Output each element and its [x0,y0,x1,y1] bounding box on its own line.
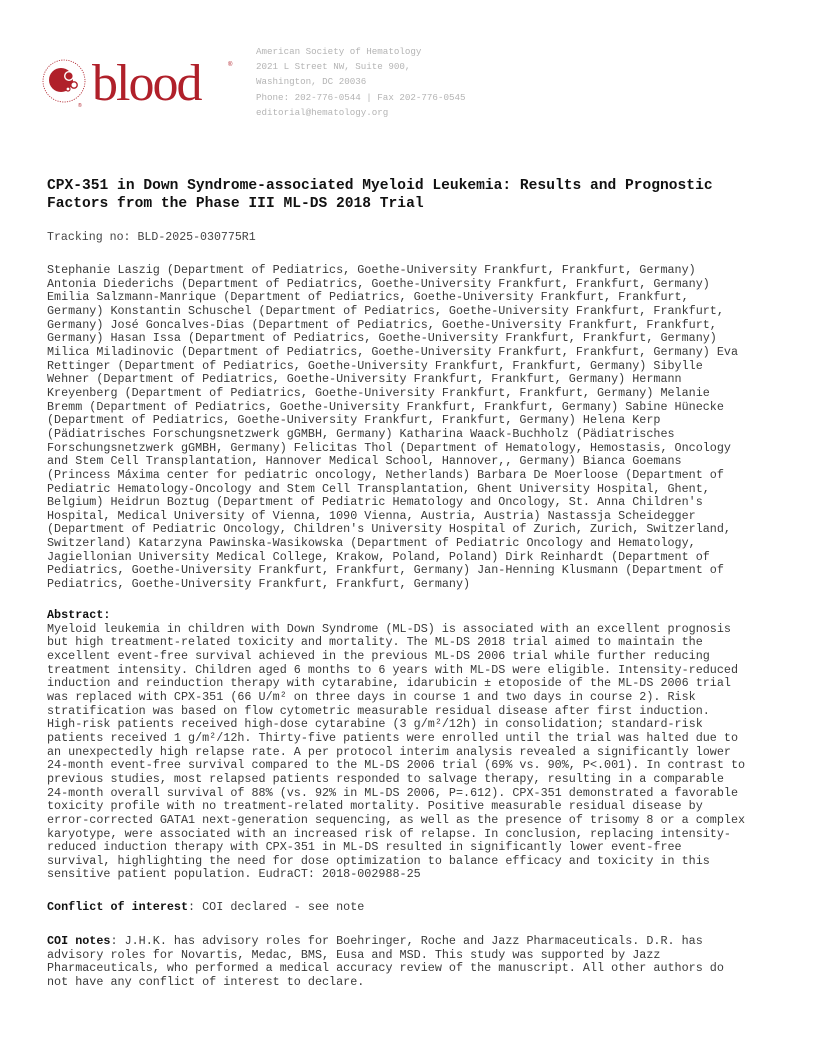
author-line: Belgium) Heidrun Boztug (Department of Pediatric Hematology and Oncology, St. Anna Children's [47,495,703,510]
logo-wordmark: blood [92,55,201,112]
coi-notes-first-line: : J.H.K. has advisory roles for Boehringer, Roche and Jazz Pharmaceuticals. D.R. has [110,934,703,948]
author-line: Antonia Diederichs (Department of Pediatrics, Goethe-University Frankfurt, Frankfurt, Germany) [47,276,710,291]
author-line: Hospital, Medical University of Vienna, 1090 Vienna, Austria, Austria) Nastassja Scheidegger [47,508,696,523]
author-line: Milica Miladinovic (Department of Pediatrics, Goethe-University Frankfurt, Frankfurt, Germany) Eva [47,344,739,359]
author-line: Rettinger (Department of Pediatrics, Goethe-University Frankfurt, Frankfurt, Germany) Sibylle [47,358,703,373]
author-line: Pediatric Hematology-Oncology and Stem Cell Transplantation, Ghent University Hospital, Ghent, [47,481,710,496]
coi-notes-label: COI notes [47,934,111,948]
author-line: Switzerland) Katarzyna Pawinska-Wasikowska (Department of Pediatric Oncology and Hematology, [47,536,696,551]
abstract-line: stratification was based on flow cytometric measurable residual disease after first induction. [47,703,710,718]
author-line: Germany) Hasan Issa (Department of Pediatrics, Goethe-University Frankfurt, Frankfurt, Germany) [47,331,717,346]
author-line: Pediatrics, Goethe-University Frankfurt, Frankfurt, Germany) [47,577,471,592]
author-line: Bremm (Department of Pediatrics, Goethe-University Frankfurt, Frankfurt, Germany) Sabine Hünecke [47,399,724,414]
abstract-line: High-risk patients received high-dose cytarabine (3 g/m²/12h) in consolidation; standard-risk [47,717,703,732]
abstract-line: karyotype, were associated with an increased risk of relapse. In conclusion, replacing intensity- [47,826,731,841]
tracking-number: Tracking no: BLD-2025-030775R1 [47,231,256,244]
abstract-line: was replaced with CPX-351 (66 U/m² on three days in course 1 and two days in course 2). Risk [47,689,696,704]
abstract-line: but high treatment-related toxicity and mortality. The ML-DS 2018 trial aimed to maintain the [47,635,703,650]
abstract-line: 24-month overall survival of 88% (vs. 92% in ML-DS 2006, P=.612). CPX-351 demonstrated a favorable [47,785,739,800]
address-email[interactable]: editorial@hematology.org [256,106,389,118]
svg-text:®: ® [228,62,233,68]
abstract-line: previous studies, most relapsed patients responded to salvage therapy, resulting in a comparable [47,771,724,786]
conflict-of-interest [47,901,787,915]
abstract-line: Myeloid leukemia in children with Down Syndrome (ML-DS) is associated with an excellent prognosis [47,621,731,636]
abstract-line: an unexpectedly high relapse rate. A per protocol interim analysis revealed a significantly lower [47,744,731,759]
ash-seal-icon [43,60,85,109]
svg-text:®: ® [78,103,82,109]
title-line: Factors from the Phase III ML-DS 2018 Trial [47,196,424,212]
publisher-address [256,44,466,120]
author-line: Stephanie Laszig (Department of Pediatrics, Goethe-University Frankfurt, Frankfurt, Germany) [47,263,696,277]
author-line: Jagiellonian University Medical College, Krakow, Poland, Poland) Dirk Reinhardt (Department of [47,549,710,564]
abstract-line: toxicity profile with no treatment-related mortality. Positive measurable residual disease by [47,799,703,814]
author-line: Emilia Salzmann-Manrique (Department of Pediatrics, Goethe-University Frankfurt, Frankfurt, [47,290,689,305]
article-title [47,177,787,213]
author-line: (Department of Pediatrics, Goethe-University Frankfurt, Frankfurt, Germany) Helena Kerp [47,413,661,428]
abstract-line: patients received 1 g/m²/12h. Thirty-five patients were enrolled until the trial was halted due to [47,730,739,745]
coi-notes-line: advisory roles for Novartis, Medac, BMS, Eusa and MSD. This study was supported by Jazz [47,947,661,962]
address-phone-fax: Phone: 202-776-0544 | Fax 202-776-0545 [256,91,466,103]
abstract-text [47,623,787,882]
author-line: (Princess Máxima center for pediatric oncology, Netherlands) Barbara De Moerloose (Department of [47,467,724,482]
coi-notes-line: Pharmaceuticals, who performed a medical accuracy review of the manuscript. All other authors do [47,961,724,976]
author-line: Germany) José Goncalves-Dias (Department of Pediatrics, Goethe-University Frankfurt, Frankfurt, [47,317,717,332]
address-street: 2021 L Street NW, Suite 900, [256,61,411,73]
conflict-label: Conflict of interest [47,900,189,914]
abstract-line: induction and reinduction therapy with cytarabine, idarubicin ± etoposide of the ML-DS 2006 trial [47,676,731,691]
conflict-text: : COI declared - see note [188,900,365,914]
author-line: Pediatrics, Goethe-University Frankfurt, Frankfurt, Germany) Jan-Henning Klusmann (Department of [47,563,724,578]
abstract-line: treatment intensity. Children aged 6 months to 6 years with ML-DS were eligible. Intensity-reduced [47,662,739,677]
coi-notes-line: not have any conflict of interest to declare. [47,974,365,989]
abstract-line: sensitive patient population. EudraCT: 2018-002988-25 [47,867,421,882]
author-line: (Pädiatrisches Forschungsnetzwerk gGMBH, Germany) Katharina Waack-Buchholz (Pädiatrisches [47,426,675,441]
blood-journal-logo [40,52,240,112]
author-line: and Stem Cell Transplantation, Hannover Medical School, Hannover,, Germany) Bianca Goemans [47,454,682,469]
abstract-label: Abstract [47,608,104,622]
address-city: Washington, DC 20036 [256,76,367,88]
abstract-line: excellent event-free survival achieved in the previous ML-DS 2006 trial while further reducing [47,648,710,663]
address-org: American Society of Hematology [256,46,422,57]
abstract-line: 24-month event-free survival compared to the ML-DS 2006 trial (69% vs. 90%, P<.001). In contrast to [47,758,746,773]
author-line: Wehner (Department of Pediatrics, Goethe-University Frankfurt, Frankfurt, Germany) Hermann [47,372,682,387]
abstract-line: reduced induction therapy with CPX-351 in ML-DS resulted in significantly lower event-free [47,840,682,855]
abstract-section [47,609,787,882]
abstract-colon: : [103,608,111,622]
author-line: (Department of Pediatric Oncology, Children's University Hospital of Zurich, Zurich, Switzerland, [47,522,731,537]
author-line: Forschungsnetzwerk gGMBH, Germany) Felicitas Thol (Department of Hematology, Hemostasis, Oncology [47,440,731,455]
author-line: Germany) Konstantin Schuschel (Department of Pediatrics, Goethe-University Frankfurt, Frankfurt, [47,303,724,318]
title-line: CPX-351 in Down Syndrome-associated Myeloid Leukemia: Results and Prognostic [47,178,713,194]
author-line: Kreyenberg (Department of Pediatrics, Goethe-University Frankfurt, Frankfurt, Germany) Melanie [47,385,710,400]
author-list [47,264,787,592]
abstract-line: error-corrected GATA1 next-generation sequencing, as well as the presence of trisomy 8 or a complex [47,812,746,827]
abstract-line: survival, highlighting the need for dose optimization to balance efficacy and toxicity in this [47,853,710,868]
coi-notes [47,935,787,990]
